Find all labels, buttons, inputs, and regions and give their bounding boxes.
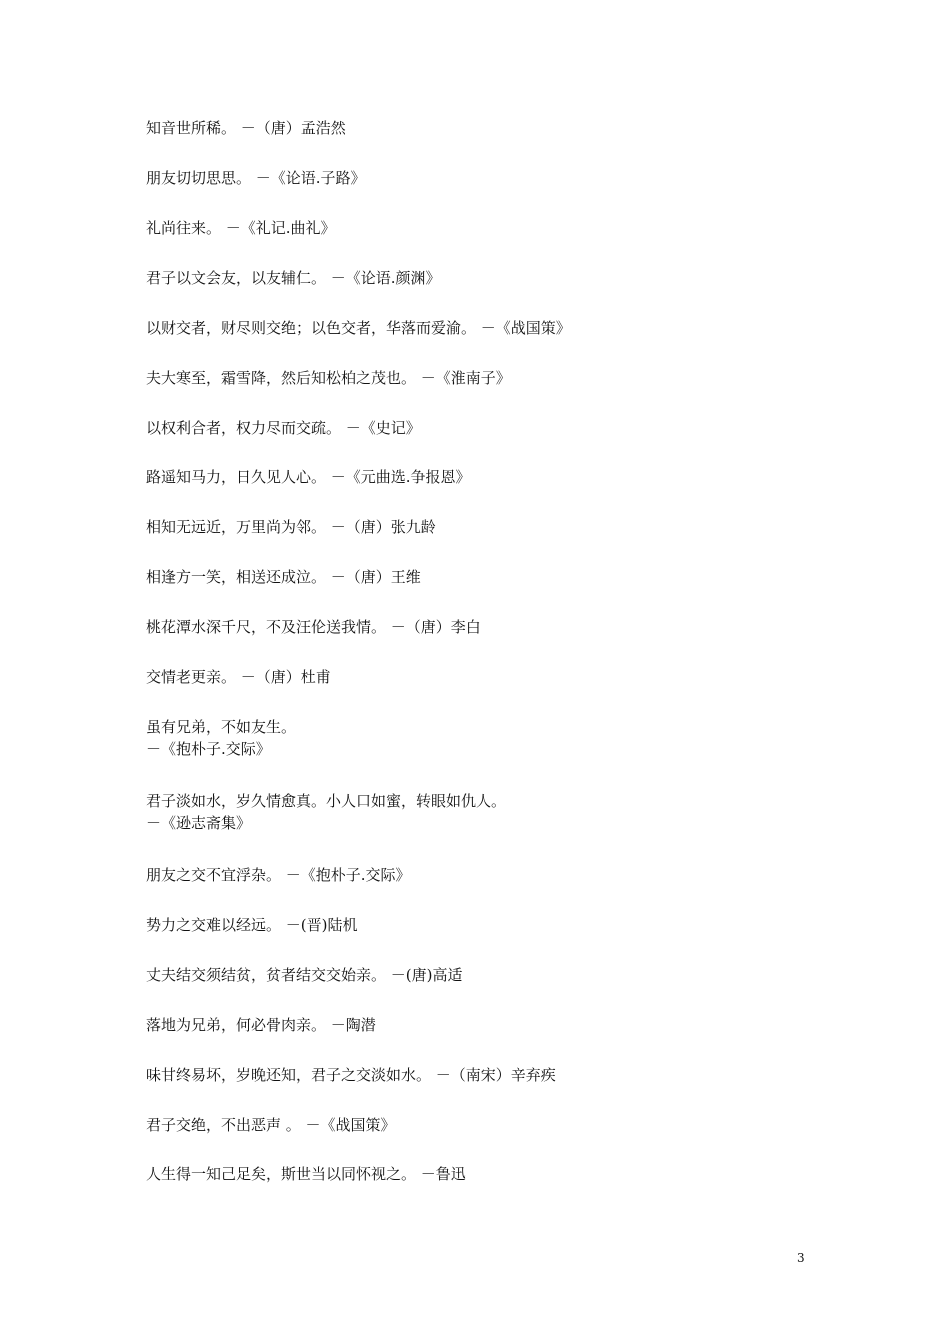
quote-line [146, 1014, 376, 1036]
quote-line [146, 466, 471, 488]
quote-text: 朋友切切思思。 －《论语.子路》 [146, 169, 366, 187]
quote-line [146, 864, 411, 886]
quote-text: 以权利合者，权力尽而交疏。 －《史记》 [146, 419, 421, 437]
page-number: 3 [797, 1251, 805, 1265]
quote-text: 路遥知马力，日久见人心。 －《元曲选.争报恩》 [146, 468, 471, 486]
quote-line [146, 516, 436, 538]
quote-block [146, 716, 296, 760]
quote-line [146, 566, 421, 588]
quote-text: 味甘终易坏，岁晚还知，君子之交淡如水。 －（南宋）辛弃疾 [146, 1066, 556, 1084]
quote-text: 相知无远近，万里尚为邻。 －（唐）张九龄 [146, 518, 436, 536]
quote-line [146, 1163, 466, 1185]
quote-text: 人生得一知己足矣，斯世当以同怀视之。 －鲁迅 [146, 1165, 466, 1183]
quote-line [146, 167, 366, 189]
quote-text: 夫大寒至，霜雪降，然后知松柏之茂也。 －《淮南子》 [146, 369, 511, 387]
quote-line [146, 914, 357, 936]
quote-text: 虽有兄弟，不如友生。 [146, 718, 297, 736]
quote-text: 势力之交难以经远。 －(晋)陆机 [146, 916, 358, 934]
quote-source: －《逊志斋集》 [146, 814, 252, 832]
quote-text: 丈夫结交须结贫，贫者结交交始亲。 －(唐)高适 [146, 966, 463, 984]
quote-line [146, 417, 421, 439]
quote-line [146, 964, 462, 986]
quote-text: 以财交者，财尽则交绝；以色交者，华落而爱渝。 －《战国策》 [146, 319, 571, 337]
quote-text: 相逢方一笑，相送还成泣。 －（唐）王维 [146, 568, 421, 586]
quote-line [146, 616, 481, 638]
quote-text: 朋友之交不宜浮杂。 －《抱朴子.交际》 [146, 866, 411, 884]
quote-line [146, 317, 571, 339]
quote-source: －《抱朴子.交际》 [146, 740, 271, 758]
quote-block [146, 790, 506, 834]
quote-line [146, 1114, 396, 1136]
quote-line [146, 217, 336, 239]
quote-line [146, 666, 331, 688]
quote-line [146, 367, 511, 389]
quote-text: 君子以文会友，以友辅仁。 －《论语.颜渊》 [146, 269, 441, 287]
quote-text: 君子淡如水，岁久情愈真。小人口如蜜，转眼如仇人。 [146, 792, 507, 810]
quote-line [146, 267, 441, 289]
quote-text: 知音世所稀。 －（唐）孟浩然 [146, 119, 346, 137]
quote-line [146, 117, 346, 139]
quote-text: 君子交绝，不出恶声 。 －《战国策》 [146, 1116, 396, 1134]
quote-text: 交情老更亲。 －（唐）杜甫 [146, 668, 331, 686]
quote-line [146, 1064, 556, 1086]
quote-text: 落地为兄弟，何必骨肉亲。 －陶潜 [146, 1016, 376, 1034]
quote-text: 桃花潭水深千尺，不及汪伦送我情。 －（唐）李白 [146, 618, 481, 636]
quote-text: 礼尚往来。 －《礼记.曲礼》 [146, 219, 336, 237]
